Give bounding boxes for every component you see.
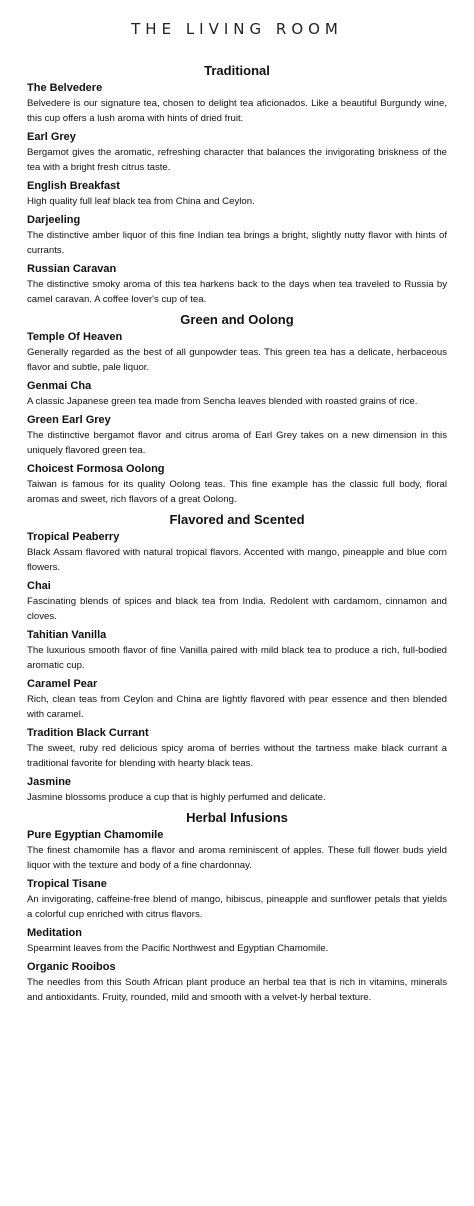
tea-description: The needles from this South African plant produce an herbal tea that is rich in vitamins, minerals and antioxidants. Fruity, rounded, mild and smooth with a velvet-ly herbal texture. xyxy=(27,977,447,1003)
tea-item xyxy=(27,529,447,575)
section-heading: Flavored and Scented xyxy=(169,512,305,527)
tea-item xyxy=(27,627,447,673)
tea-item xyxy=(27,129,447,175)
tea-item xyxy=(27,676,447,722)
section-heading: Green and Oolong xyxy=(180,312,294,327)
tea-menu xyxy=(27,61,447,1005)
tea-item xyxy=(27,725,447,771)
tea-description: Fascinating blends of spices and black tea from India. Redolent with cardamom, cinnamon and cloves. xyxy=(27,596,447,622)
tea-name: Pure Egyptian Chamomile xyxy=(27,829,164,841)
tea-description: Spearmint leaves from the Pacific Northwest and Egyptian Chamomile. xyxy=(27,943,329,954)
tea-name: Green Earl Grey xyxy=(27,414,111,426)
section-heading: Traditional xyxy=(204,63,270,78)
tea-name: The Belvedere xyxy=(27,82,103,94)
tea-name: Genmai Cha xyxy=(27,380,92,392)
tea-name: Tropical Tisane xyxy=(27,878,107,890)
tea-description: High quality full leaf black tea from China and Ceylon. xyxy=(27,196,255,207)
tea-item xyxy=(27,876,447,922)
section-heading: Herbal Infusions xyxy=(186,810,288,825)
tea-description: Rich, clean teas from Ceylon and China are lightly flavored with pear essence and then blended with caramel. xyxy=(27,694,447,720)
tea-description: An invigorating, caffeine-free blend of mango, hibiscus, pineapple and sunflower petals that yields a colorful cup enriched with citrus flavors. xyxy=(27,894,447,920)
tea-name: Choicest Formosa Oolong xyxy=(27,463,165,475)
tea-item xyxy=(27,212,447,258)
tea-description: Black Assam flavored with natural tropical flavors. Accented with mango, pineapple and blue corn flowers. xyxy=(27,547,447,573)
tea-name: Tropical Peaberry xyxy=(27,531,120,543)
tea-item xyxy=(27,329,447,375)
tea-name: English Breakfast xyxy=(27,180,120,192)
tea-description: Taiwan is famous for its quality Oolong teas. This fine example has the classic full body, floral aromas and sweet, rich flavors of a great Oolong. xyxy=(27,479,447,505)
tea-description: The luxurious smooth flavor of fine Vanilla paired with mild black tea to produce a rich, full-bodied aromatic cup. xyxy=(27,645,447,671)
tea-item xyxy=(27,827,447,873)
tea-item xyxy=(27,412,447,458)
tea-name: Tahitian Vanilla xyxy=(27,629,107,641)
tea-name: Chai xyxy=(27,580,51,592)
tea-description: The finest chamomile has a flavor and aroma reminiscent of apples. These full flower buds yield liquor with the texture and body of a fine chardonnay. xyxy=(27,845,447,871)
tea-item xyxy=(27,959,447,1005)
tea-name: Meditation xyxy=(27,927,82,939)
venue-title: THE LIVING ROOM xyxy=(131,20,343,38)
tea-description: Jasmine blossoms produce a cup that is highly perfumed and delicate. xyxy=(27,792,326,803)
tea-description: The sweet, ruby red delicious spicy aroma of berries without the tartness make black currant a traditional favorite for blending with hearty black teas. xyxy=(27,743,447,769)
tea-item xyxy=(27,578,447,624)
menu-section xyxy=(27,61,447,307)
tea-name: Earl Grey xyxy=(27,131,76,143)
tea-description: The distinctive amber liquor of this fine Indian tea brings a bright, slightly nutty flavor with hints of currants. xyxy=(27,230,447,256)
tea-description: The distinctive bergamot flavor and citrus aroma of Earl Grey takes on a new dimension in this uniquely flavored green tea. xyxy=(27,430,447,456)
tea-item xyxy=(27,774,447,805)
tea-name: Organic Rooibos xyxy=(27,961,116,973)
tea-item xyxy=(27,178,447,209)
tea-item xyxy=(27,378,447,409)
tea-name: Russian Caravan xyxy=(27,263,117,275)
tea-name: Temple Of Heaven xyxy=(27,331,123,343)
menu-section xyxy=(27,510,447,805)
tea-item xyxy=(27,925,447,956)
tea-description: Bergamot gives the aromatic, refreshing character that balances the invigorating briskness of the tea with a bright fresh citrus taste. xyxy=(27,147,447,173)
tea-description: Belvedere is our signature tea, chosen to delight tea aficionados. Like a beautiful Burgundy wine, this cup offers a lush aroma with hints of dried fruit. xyxy=(27,98,447,124)
tea-name: Darjeeling xyxy=(27,214,81,226)
tea-item xyxy=(27,80,447,126)
tea-description: The distinctive smoky aroma of this tea harkens back to the days when tea traveled to Russia by camel caravan. A coffee lover's cup of tea. xyxy=(27,279,447,305)
tea-name: Tradition Black Currant xyxy=(27,727,149,739)
tea-item xyxy=(27,261,447,307)
tea-description: Generally regarded as the best of all gunpowder teas. This green tea has a delicate, herbaceous flavor and subtle, pale liquor. xyxy=(27,347,447,373)
menu-section xyxy=(27,310,447,507)
tea-name: Caramel Pear xyxy=(27,678,98,690)
tea-description: A classic Japanese green tea made from Sencha leaves blended with roasted grains of rice. xyxy=(27,396,418,407)
menu-section xyxy=(27,808,447,1005)
tea-name: Jasmine xyxy=(27,776,72,788)
tea-item xyxy=(27,461,447,507)
